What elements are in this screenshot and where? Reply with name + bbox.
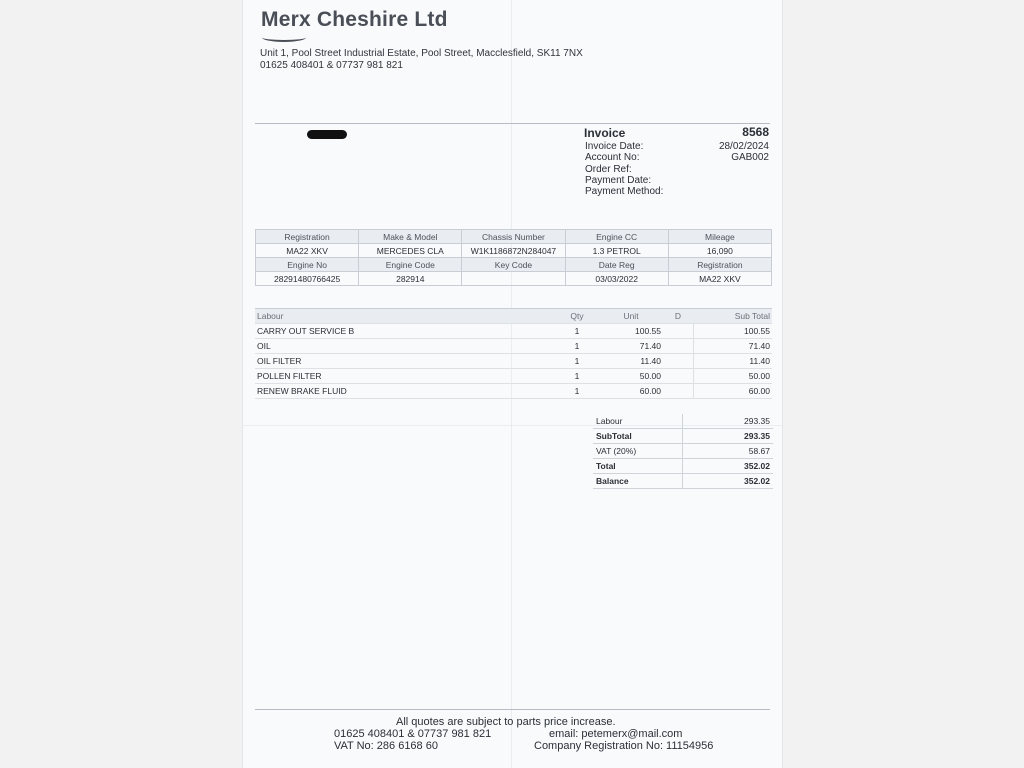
item-qty: 1 (555, 354, 599, 369)
totals-row-total (593, 459, 773, 474)
totals-row-vat (593, 444, 773, 459)
footer-company-registration: Company Registration No: 11154956 (534, 740, 714, 752)
vehicle-value-cell: 03/03/2022 (565, 272, 668, 286)
footer-vat-number: VAT No: 286 6168 60 (334, 740, 438, 752)
vehicle-value-cell: MERCEDES CLA (359, 244, 462, 258)
header-divider (255, 123, 770, 124)
totals-table (593, 414, 773, 489)
subtotal-column-header: Sub Total (693, 309, 772, 324)
item-subtotal: 11.40 (693, 354, 772, 369)
item-unit-price: 11.40 (599, 354, 663, 369)
vehicle-header-cell: Mileage (668, 230, 771, 244)
vehicle-header-cell: Registration (256, 230, 359, 244)
vehicle-header-cell: Chassis Number (462, 230, 565, 244)
logo-underline-mark (262, 33, 306, 42)
footer-divider (255, 709, 770, 710)
totals-label: VAT (20%) (593, 444, 683, 459)
item-description: RENEW BRAKE FLUID (255, 384, 555, 399)
item-discount (663, 339, 693, 354)
company-address: Unit 1, Pool Street Industrial Estate, Pool Street, Macclesfield, SK11 7NX (260, 48, 583, 59)
vehicle-header-cell: Make & Model (359, 230, 462, 244)
vehicle-value-cell: 16,090 (668, 244, 771, 258)
vehicle-header-cell: Engine Code (359, 258, 462, 272)
item-description: CARRY OUT SERVICE B (255, 324, 555, 339)
item-subtotal: 60.00 (693, 384, 772, 399)
invoice-date-label: Invoice Date: (585, 141, 644, 152)
vehicle-value-cell (462, 272, 565, 286)
payment-method-label: Payment Method: (585, 186, 664, 197)
table-row (255, 384, 772, 399)
item-unit-price: 100.55 (599, 324, 663, 339)
totals-value: 58.67 (683, 444, 774, 459)
totals-row-subtotal (593, 429, 773, 444)
table-row (255, 354, 772, 369)
totals-value: 293.35 (683, 414, 774, 429)
item-subtotal: 71.40 (693, 339, 772, 354)
line-items-table (255, 308, 772, 399)
footer-phone: 01625 408401 & 07737 981 821 (334, 728, 492, 740)
item-qty: 1 (555, 324, 599, 339)
vehicle-details-table (255, 229, 772, 286)
vehicle-value-cell: MA22 XKV (256, 244, 359, 258)
item-description: OIL (255, 339, 555, 354)
table-row (255, 324, 772, 339)
item-unit-price: 71.40 (599, 339, 663, 354)
vehicle-header-row (256, 258, 772, 272)
item-discount (663, 384, 693, 399)
vehicle-header-cell: Registration (668, 258, 771, 272)
totals-label: Total (593, 459, 683, 474)
invoice-number: 8568 (742, 125, 769, 139)
vehicle-header-cell: Engine No (256, 258, 359, 272)
totals-label: Labour (593, 414, 683, 429)
item-qty: 1 (555, 369, 599, 384)
item-subtotal: 100.55 (693, 324, 772, 339)
item-description: OIL FILTER (255, 354, 555, 369)
quotes-note: All quotes are subject to parts price increase. (396, 716, 616, 728)
item-qty: 1 (555, 339, 599, 354)
item-subtotal: 50.00 (693, 369, 772, 384)
order-ref-label: Order Ref: (585, 164, 632, 175)
labour-column-header: Labour (255, 309, 555, 324)
table-row (255, 339, 772, 354)
vehicle-value-row (256, 244, 772, 258)
vehicle-value-row (256, 272, 772, 286)
discount-column-header: D (663, 309, 693, 324)
vehicle-header-cell: Engine CC (565, 230, 668, 244)
items-header-row (255, 309, 772, 324)
invoice-date-value: 28/02/2024 (718, 141, 769, 152)
item-unit-price: 50.00 (599, 369, 663, 384)
vehicle-value-cell: 1.3 PETROL (565, 244, 668, 258)
totals-value: 293.35 (683, 429, 774, 444)
vehicle-header-cell: Date Reg (565, 258, 668, 272)
totals-label: SubTotal (593, 429, 683, 444)
totals-label: Balance (593, 474, 683, 489)
vehicle-value-cell: W1K1186872N284047 (462, 244, 565, 258)
unit-column-header: Unit (599, 309, 663, 324)
vehicle-value-cell: 28291480766425 (256, 272, 359, 286)
totals-row-labour (593, 414, 773, 429)
item-discount (663, 354, 693, 369)
vehicle-value-cell: MA22 XKV (668, 272, 771, 286)
invoice-title: Invoice (584, 126, 626, 140)
item-unit-price: 60.00 (599, 384, 663, 399)
qty-column-header: Qty (555, 309, 599, 324)
table-row (255, 369, 772, 384)
totals-value: 352.02 (683, 474, 774, 489)
totals-row-balance (593, 474, 773, 489)
invoice-paper (243, 0, 782, 768)
item-description: POLLEN FILTER (255, 369, 555, 384)
account-no-label: Account No: (585, 152, 640, 163)
item-qty: 1 (555, 384, 599, 399)
account-no-value: GAB002 (731, 152, 769, 163)
item-discount (663, 369, 693, 384)
company-phone: 01625 408401 & 07737 981 821 (260, 60, 403, 71)
vehicle-header-cell: Key Code (462, 258, 565, 272)
payment-date-label: Payment Date: (585, 175, 652, 186)
vehicle-header-row (256, 230, 772, 244)
company-name: Merx Cheshire Ltd (261, 8, 448, 31)
footer-email: email: petemerx@mail.com (549, 728, 683, 740)
totals-value: 352.02 (683, 459, 774, 474)
item-discount (663, 324, 693, 339)
redaction-mark (307, 130, 347, 139)
vehicle-value-cell: 282914 (359, 272, 462, 286)
